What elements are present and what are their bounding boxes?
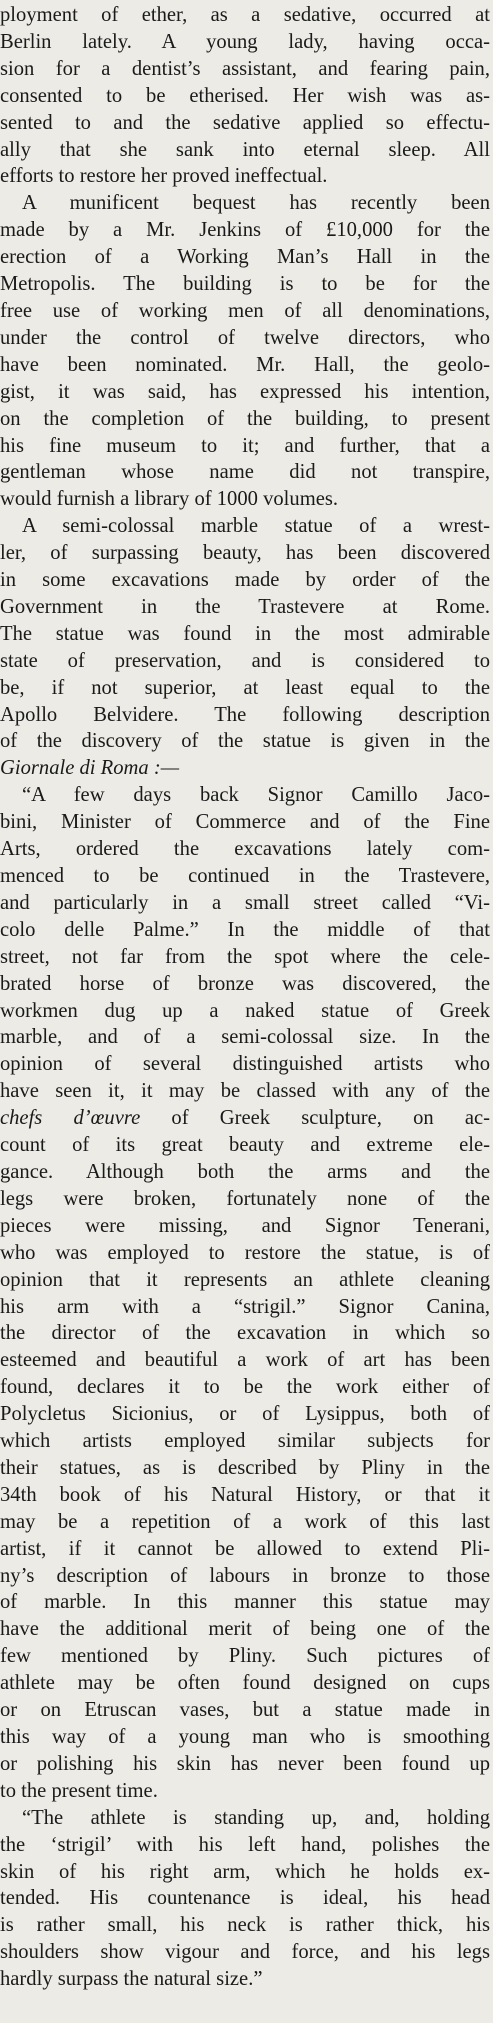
text-line: Apollo Belvidere. The following description bbox=[0, 703, 490, 726]
text-line: who was employed to restore the statue, is of bbox=[0, 1241, 490, 1264]
text-line: workmen dug up a naked statue of Greek bbox=[0, 999, 490, 1022]
paragraph-jenkins-bequest bbox=[0, 190, 490, 513]
newspaper-column bbox=[0, 2, 490, 1993]
paragraph-ether-death bbox=[0, 2, 490, 190]
text-line: esteemed and beautiful a work of art has been bbox=[0, 1349, 490, 1372]
paragraph-athlete-description bbox=[0, 1805, 490, 1993]
text-line: or polishing his skin has never been found up bbox=[0, 1752, 490, 1775]
text-line: which artists employed similar subjects for bbox=[0, 1430, 490, 1453]
text-line: and particularly in a small street called “Vi- bbox=[0, 891, 490, 914]
text-line: gentleman whose name did not transpire, bbox=[0, 461, 490, 484]
text-line: legs were broken, fortunately none of the bbox=[0, 1187, 490, 1210]
text-line: opinion that it represents an athlete cleaning bbox=[0, 1268, 490, 1291]
text-line: sented to and the sedative applied so effectu- bbox=[0, 111, 490, 134]
text-line: The statue was found in the most admirable bbox=[0, 622, 490, 645]
text-line: have seen it, it may be classed with any of the bbox=[0, 1080, 490, 1103]
text-line: have been nominated. Mr. Hall, the geolo- bbox=[0, 353, 490, 376]
text-line: pieces were missing, and Signor Tenerani, bbox=[0, 1214, 490, 1237]
text-line: erection of a Working Man’s Hall in the bbox=[0, 246, 490, 269]
text-line: Metropolis. The building is to be for the bbox=[0, 273, 490, 296]
text-line: have the additional merit of being one of the bbox=[0, 1618, 490, 1641]
text-line: “The athlete is standing up, and, holding bbox=[22, 1806, 490, 1829]
text-line: found, declares it to be the work either of bbox=[0, 1376, 490, 1399]
text-line: to the present time. bbox=[0, 1779, 158, 1802]
text-line: menced to be continued in the Trastevere, bbox=[0, 865, 490, 887]
text-line: artist, if it cannot be allowed to extend Pli- bbox=[0, 1537, 490, 1560]
text-line: 34th book of his Natural History, or that it bbox=[0, 1483, 490, 1506]
text-line: of marble. In this manner this statue may bbox=[0, 1591, 490, 1614]
text-line: athlete may be often found designed on cups bbox=[0, 1672, 490, 1695]
text-line: his fine museum to it; and further, that a bbox=[0, 434, 490, 457]
text-line: the ‘strigil’ with his left hand, polishes the bbox=[0, 1833, 490, 1856]
text-line: or on Etruscan vases, but a statue made in bbox=[0, 1699, 490, 1722]
text-line: brated horse of bronze was discovered, the bbox=[0, 972, 490, 995]
text-line: may be a repetition of a work of this last bbox=[0, 1510, 490, 1533]
text-line: “A few days back Signor Camillo Jaco- bbox=[22, 784, 490, 807]
source-citation: Giornale di Roma :— bbox=[0, 757, 180, 780]
text-line: hardly surpass the natural size.” bbox=[0, 1968, 263, 1991]
text-line: ally that she sank into eternal sleep. All bbox=[0, 138, 490, 161]
text-line: sion for a dentist’s assistant, and fearing pain, bbox=[0, 57, 490, 80]
text-line: their statues, as is described by Pliny in the bbox=[0, 1456, 490, 1479]
text-line: ployment of ether, as a sedative, occurred at bbox=[0, 4, 490, 26]
paragraph-statue-discovery bbox=[0, 513, 490, 782]
text-line: ny’s description of labours in bronze to those bbox=[0, 1564, 490, 1587]
text-line: street, not far from the spot where the cele- bbox=[0, 945, 490, 968]
text-line: marble, and of a semi-colossal size. In the bbox=[0, 1026, 490, 1049]
text-line: Polycletus Sicionius, or of Lysippus, both of bbox=[0, 1403, 490, 1426]
text-line: consented to be etherised. Her wish was as- bbox=[0, 84, 490, 107]
text-line: Berlin lately. A young lady, having occa- bbox=[0, 30, 490, 53]
italic-phrase: chefs d’œuvre bbox=[0, 1107, 141, 1130]
text-line: state of preservation, and is considered to bbox=[0, 649, 490, 672]
text-line: free use of working men of all denominations, bbox=[0, 299, 490, 322]
paragraph-quoted-report bbox=[0, 782, 490, 1804]
text-fragment: of Greek sculpture, on ac- bbox=[140, 1107, 490, 1130]
text-line: gist, it was said, has expressed his intention, bbox=[0, 380, 490, 403]
text-line: opinion of several distinguished artists who bbox=[0, 1053, 490, 1076]
text-line: bini, Minister of Commerce and of the Fine bbox=[0, 811, 490, 834]
text-line: Arts, ordered the excavations lately com- bbox=[0, 838, 490, 861]
text-line: colo delle Palme.” In the middle of that bbox=[0, 918, 490, 941]
text-line: gance. Although both the arms and the bbox=[0, 1160, 490, 1183]
text-line: A semi-colossal marble statue of a wrest- bbox=[22, 515, 490, 538]
text-line: the director of the excavation in which so bbox=[0, 1322, 490, 1345]
text-line: Government in the Trastevere at Rome. bbox=[0, 595, 490, 618]
text-line: is rather small, his neck is rather thick, his bbox=[0, 1914, 490, 1937]
text-line: his arm with a “strigil.” Signor Canina, bbox=[0, 1295, 490, 1318]
text-line: in some excavations made by order of the bbox=[0, 569, 490, 592]
text-line: skin of his right arm, which he holds ex- bbox=[0, 1860, 490, 1883]
text-line: on the completion of the building, to present bbox=[0, 407, 490, 430]
text-line: of the discovery of the statue is given in the bbox=[0, 730, 490, 753]
text-line: A munificent bequest has recently been bbox=[22, 192, 490, 215]
text-line: would furnish a library of 1000 volumes. bbox=[0, 488, 339, 511]
text-line: under the control of twelve directors, who bbox=[0, 326, 490, 349]
text-line: efforts to restore her proved ineffectual. bbox=[0, 165, 328, 188]
text-line: made by a Mr. Jenkins of £10,000 for the bbox=[0, 219, 490, 242]
text-line bbox=[0, 1105, 490, 1132]
text-line: this way of a young man who is smoothing bbox=[0, 1726, 490, 1748]
text-line: ler, of surpassing beauty, has been discovered bbox=[0, 542, 490, 565]
text-line: count of its great beauty and extreme ele- bbox=[0, 1134, 490, 1157]
text-line: be, if not superior, at least equal to the bbox=[0, 676, 490, 699]
text-line: shoulders show vigour and force, and his legs bbox=[0, 1941, 490, 1964]
text-line: few mentioned by Pliny. Such pictures of bbox=[0, 1645, 490, 1668]
text-line: tended. His countenance is ideal, his head bbox=[0, 1887, 490, 1910]
